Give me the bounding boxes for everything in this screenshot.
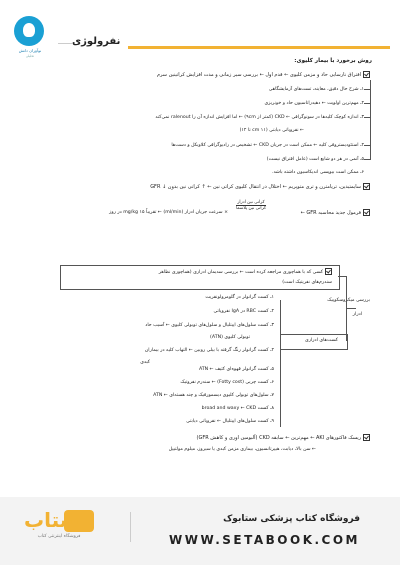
step-1-text: افتراق نارسایی حاد و مزمن کلیوی ← قدم اول ← بررسی سیر زمانی و مدت افزایش کراتینین سرم: [156, 72, 361, 78]
publisher-logo-text: نوآوران دانش: [18, 48, 42, 53]
step-1d: ← نفروپاتی دیابتی (cm ۱۱ تا ۱۲): [239, 128, 304, 133]
cast-8: ۸ـ کست broad and waxy ← CKD: [201, 406, 274, 411]
fraction-numerator: کراتی نین ادرار: [237, 200, 265, 205]
casts-bracket: [280, 300, 281, 427]
cast-3b: توبولی کلیوی (ATN): [210, 335, 250, 340]
cast-4b: کبدی: [140, 360, 150, 365]
checkbox-icon: [363, 71, 370, 78]
step-1c: ۳ـ اندازه کوچک کلیه‌ها در سونوگرافی ← CKD (کمتر از ۹cm) ← اما افزایش اندازه آن را ralenout نمی‌کند: [155, 115, 364, 120]
checkbox-icon: [325, 268, 332, 275]
chapter-title: نفرولوژی: [72, 36, 121, 47]
cast-9: ۹ـ کست سلول‌های اپیتلیال ← نفروپاتی دیابتی: [186, 419, 274, 424]
publisher-logo-icon: [14, 16, 44, 46]
hematuria-line-2: سندرم‌های نفریتیک است): [282, 280, 332, 285]
aki-line-1: [197, 434, 370, 442]
checkbox-icon: [363, 434, 370, 441]
checkbox-icon: [363, 209, 370, 216]
bracket-tick: [364, 89, 370, 90]
step-2-line: [150, 183, 370, 191]
step-3-line: [301, 209, 370, 217]
step-3-prefix: فرمول جدید محاسبه GFR ←: [300, 210, 361, 216]
store-title: فروشگاه کتاب پزشکی ستابوک: [223, 514, 360, 524]
connector-line: [338, 276, 346, 277]
fraction-denominator: کراتی نین پلاسما: [236, 206, 267, 211]
store-url-link[interactable]: WWW.SETABOOK.COM: [168, 533, 360, 547]
bracket-tick: [364, 117, 370, 118]
step-1f: ۵ـ آنمی در هر دو شایع است (عامل افتراق نیست): [266, 157, 364, 162]
publisher-logo-subtext: تحلیلی: [25, 54, 35, 58]
gfr-fraction: [236, 200, 266, 211]
step-3-suffix: × سرعت جریان ادرار (ml/min) ← تقریباً mg/kg ۱۵ در روز: [109, 210, 228, 215]
cast-5: ۵ـ کست گرانولر قهوه‌ای کثیف ← ATN: [198, 367, 274, 372]
bracket-tick: [364, 145, 370, 146]
step-1b: ۲ـ مهم‌ترین اولویت ← دهیدراتاسیون حاد و خونریزی: [264, 101, 364, 106]
casts-label: کست‌های ادراری: [305, 338, 338, 343]
micro-branch-label-2: ادرار: [352, 312, 362, 317]
cast-6: ۶ـ کست چربی (Fotty cost) ← سندرم نفروتیک: [180, 380, 274, 385]
store-logo-text: ستاب: [24, 508, 80, 532]
aki-text-1: ریسک فاکتورهای AKI ← مهم‌ترین ← سابقه CKD (آلبومین اوری و کاهش GFR): [196, 435, 361, 441]
micro-branch-label: بررسی میکروسکوپیک: [327, 298, 370, 303]
footer-divider: [130, 512, 131, 542]
bracket-tick: [364, 103, 370, 104]
step-1a: ۱ـ شرح حال دقیق، معاینه، تست‌های آزمایشگاهی: [268, 87, 364, 92]
step-2-text: سایمتیدین، تریامترن و تری متوپریم ← اختلال در انتقال کلیوی کراتی نین ← ↑ کراتی نین بدون ↓ GFR: [150, 184, 361, 190]
header-accent-bar: [128, 46, 390, 49]
hematuria-text-1: کسی که با هماچوری مراجعه کرده است ← بررسی سدیمان ادراری (هماچوری نظاهر: [158, 270, 323, 275]
section-title: روش برخورد با بیمار کلیوی:: [294, 58, 372, 64]
cast-2: ۲ـ کست RBC در IgA نفروپاتی: [213, 309, 274, 314]
step-1-line: [157, 71, 370, 79]
bracket-vertical: [370, 80, 371, 160]
cast-3: ۳ـ کست سلول‌های اپیتلیال و سلول‌های توبولی کلیوی ← آسیب حاد: [145, 323, 274, 328]
cast-7: ۷ـ سلول‌های توبولی کلیوی دیسمورفیک و چند هسته‌ای ← ATN: [153, 393, 274, 398]
step-1e: ۴ـ استئودیستروفی کلیه ← ممکن است در جریان CKD ← تشخیص در رادیوگرافی کلاویکل و دست‌ها: [171, 143, 364, 148]
bracket-tick: [364, 159, 370, 160]
step-1g: ۶ـ ممکن است بیوپسی اندیکاسیون داشته باشد.: [271, 170, 364, 175]
hematuria-line-1: [159, 268, 332, 276]
aki-line-2: ← سن بالا، دیابت، هیپرتانسیون، بیماری مزمن کبدی یا سیروز، میلوم مولتیپل: [168, 447, 316, 452]
header-divider: [58, 43, 72, 44]
checkbox-icon: [363, 183, 370, 190]
store-logo-subtext: فروشگاه اینترنتی کتاب: [37, 534, 81, 539]
cast-4: ۴ـ کست گرانولر رنگ گرفته با بیلی روبین ← التهاب کلیه در بیماران: [144, 348, 274, 353]
connector-line: [346, 308, 356, 309]
cast-1: ۱ـ کست گرانولر در گلومرولونفریت: [205, 295, 274, 300]
